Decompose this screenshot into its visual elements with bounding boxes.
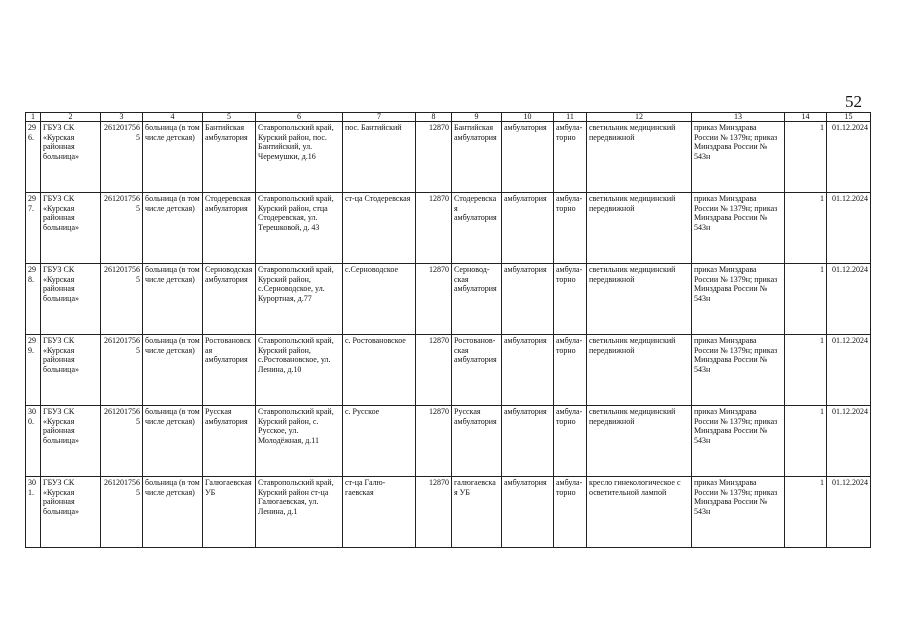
table-cell: амбулатория xyxy=(502,193,554,264)
column-number: 3 xyxy=(101,113,143,122)
table-cell: ГБУЗ СК «Курская районная больница» xyxy=(41,406,101,477)
equipment-table xyxy=(25,112,871,548)
table-cell: 2612017565 xyxy=(101,193,143,264)
table-cell: ГБУЗ СК «Курская районная больница» xyxy=(41,193,101,264)
table-cell: амбулатория xyxy=(502,477,554,548)
column-number: 14 xyxy=(785,113,827,122)
table-cell: Русская амбулатория xyxy=(203,406,256,477)
table-cell: приказ Минздрава России № 1379н; приказ Минздрава России № 543н xyxy=(692,264,785,335)
column-number: 12 xyxy=(587,113,692,122)
table-cell: 2612017565 xyxy=(101,477,143,548)
table-cell: 2612017565 xyxy=(101,122,143,193)
table-cell: больница (в том числе детская) xyxy=(143,122,203,193)
table-cell: амбулатория xyxy=(502,406,554,477)
table-cell: 01.12.2024 xyxy=(827,406,871,477)
table-cell: 300. xyxy=(26,406,41,477)
table-cell: больница (в том числе детская) xyxy=(143,193,203,264)
table-cell: 1 xyxy=(785,406,827,477)
table-row xyxy=(26,335,871,406)
table-cell: 2612017565 xyxy=(101,264,143,335)
table-row xyxy=(26,264,871,335)
table-cell: амбулатория xyxy=(502,122,554,193)
table-cell: амбула-торно xyxy=(554,264,587,335)
column-number: 10 xyxy=(502,113,554,122)
table-cell: Ростованов-ская амбулатория xyxy=(452,335,502,406)
table-cell: с.Серноводское xyxy=(343,264,416,335)
column-number: 7 xyxy=(343,113,416,122)
column-number: 4 xyxy=(143,113,203,122)
table-cell: больница (в том числе детская) xyxy=(143,335,203,406)
table-cell: Ставропольский край, Курский район, с.Серноводское, ул. Курортная, д.77 xyxy=(256,264,343,335)
table-cell: кресло гинекологическое с осветительной лампой xyxy=(587,477,692,548)
table-cell: 299. xyxy=(26,335,41,406)
table-cell: Серновод-ская амбулатория xyxy=(452,264,502,335)
table-cell: амбулатория xyxy=(502,264,554,335)
table-cell: 298. xyxy=(26,264,41,335)
table-cell: 296. xyxy=(26,122,41,193)
table-cell: светильник медицинский передвижной xyxy=(587,406,692,477)
table-cell: ГБУЗ СК «Курская районная больница» xyxy=(41,335,101,406)
column-number: 9 xyxy=(452,113,502,122)
table-cell: Стодеревская амбулатория xyxy=(452,193,502,264)
table-cell: приказ Минздрава России № 1379н; приказ Минздрава России № 543н xyxy=(692,335,785,406)
table-cell: 1 xyxy=(785,122,827,193)
table-cell: амбулатория xyxy=(502,335,554,406)
column-number: 2 xyxy=(41,113,101,122)
table-cell: 1 xyxy=(785,264,827,335)
table-cell: 01.12.2024 xyxy=(827,122,871,193)
table-cell: Стодеревская амбулатория xyxy=(203,193,256,264)
table-cell: 1 xyxy=(785,335,827,406)
table-cell: с. Ростовановское xyxy=(343,335,416,406)
table-cell: 12870 xyxy=(416,335,452,406)
column-number: 15 xyxy=(827,113,871,122)
table-cell: ст-ца Галю-гаевская xyxy=(343,477,416,548)
table-cell: Ставропольский край, Курский район, стца Стодеревская, ул. Терешковой, д. 43 xyxy=(256,193,343,264)
table-cell: пос. Бантийский xyxy=(343,122,416,193)
column-number: 11 xyxy=(554,113,587,122)
column-number: 5 xyxy=(203,113,256,122)
table-cell: Ставропольский край, Курский район, с.Ростовановское, ул. Ленина, д.10 xyxy=(256,335,343,406)
table-cell: 1 xyxy=(785,193,827,264)
table-cell: Ставропольский край, Курский район ст-ца Галюгаевская, ул. Ленина, д.1 xyxy=(256,477,343,548)
table-cell: приказ Минздрава России № 1379н; приказ Минздрава России № 543н xyxy=(692,193,785,264)
table-cell: Русская амбулатория xyxy=(452,406,502,477)
table-row xyxy=(26,193,871,264)
table-cell: 2612017565 xyxy=(101,335,143,406)
table-cell: амбула-торно xyxy=(554,477,587,548)
table-cell: 01.12.2024 xyxy=(827,193,871,264)
table-row xyxy=(26,122,871,193)
table-cell: больница (в том числе детская) xyxy=(143,406,203,477)
column-number: 1 xyxy=(26,113,41,122)
table-cell: амбула-торно xyxy=(554,193,587,264)
table-cell: приказ Минздрава России № 1379н; приказ Минздрава России № 543н xyxy=(692,477,785,548)
table-cell: светильник медицинский передвижной xyxy=(587,335,692,406)
table-cell: больница (в том числе детская) xyxy=(143,264,203,335)
column-number-row xyxy=(26,113,871,122)
table-cell: больница (в том числе детская) xyxy=(143,477,203,548)
table-cell: 01.12.2024 xyxy=(827,264,871,335)
table-cell: 297. xyxy=(26,193,41,264)
column-number: 6 xyxy=(256,113,343,122)
page-number: 52 xyxy=(845,92,862,111)
table-cell: с. Русское xyxy=(343,406,416,477)
table-cell: ст-ца Стодеревская xyxy=(343,193,416,264)
table-cell: 12870 xyxy=(416,264,452,335)
table-cell: 01.12.2024 xyxy=(827,477,871,548)
table-cell: галюгаевская УБ xyxy=(452,477,502,548)
table-cell: Бантийская амбулатория xyxy=(452,122,502,193)
table-cell: 01.12.2024 xyxy=(827,335,871,406)
table-cell: светильник медицинский передвижной xyxy=(587,264,692,335)
table-cell: ГБУЗ СК «Курская районная больница» xyxy=(41,122,101,193)
table-row xyxy=(26,477,871,548)
column-number: 13 xyxy=(692,113,785,122)
table-cell: светильник медицинский передвижной xyxy=(587,122,692,193)
table-cell: 12870 xyxy=(416,477,452,548)
table-cell: светильник медицинский передвижной xyxy=(587,193,692,264)
table-row xyxy=(26,406,871,477)
table-cell: приказ Минздрава России № 1379н; приказ Минздрава России № 543н xyxy=(692,122,785,193)
table-cell: 12870 xyxy=(416,122,452,193)
table-cell: Ставропольский край, Курский район, пос. Бантийский, ул. Черемушки, д.16 xyxy=(256,122,343,193)
table-cell: приказ Минздрава России № 1379н; приказ Минздрава России № 543н xyxy=(692,406,785,477)
table-cell: амбула-торно xyxy=(554,122,587,193)
table-cell: Ростовановская амбулатория xyxy=(203,335,256,406)
table-cell: амбула-торно xyxy=(554,406,587,477)
table-cell: Галюгаевская УБ xyxy=(203,477,256,548)
table-cell: 12870 xyxy=(416,193,452,264)
table-cell: 2612017565 xyxy=(101,406,143,477)
table-cell: амбула-торно xyxy=(554,335,587,406)
table-cell: Серноводская амбулатория xyxy=(203,264,256,335)
table-cell: ГБУЗ СК «Курская районная больница» xyxy=(41,264,101,335)
table-cell: 1 xyxy=(785,477,827,548)
table-cell: 301. xyxy=(26,477,41,548)
table-cell: ГБУЗ СК «Курская районная больница» xyxy=(41,477,101,548)
table-cell: 12870 xyxy=(416,406,452,477)
column-number: 8 xyxy=(416,113,452,122)
table-cell: Ставропольский край, Курский район, с. Русское, ул. Молодёжная, д.11 xyxy=(256,406,343,477)
table-cell: Бантийская амбулатория xyxy=(203,122,256,193)
